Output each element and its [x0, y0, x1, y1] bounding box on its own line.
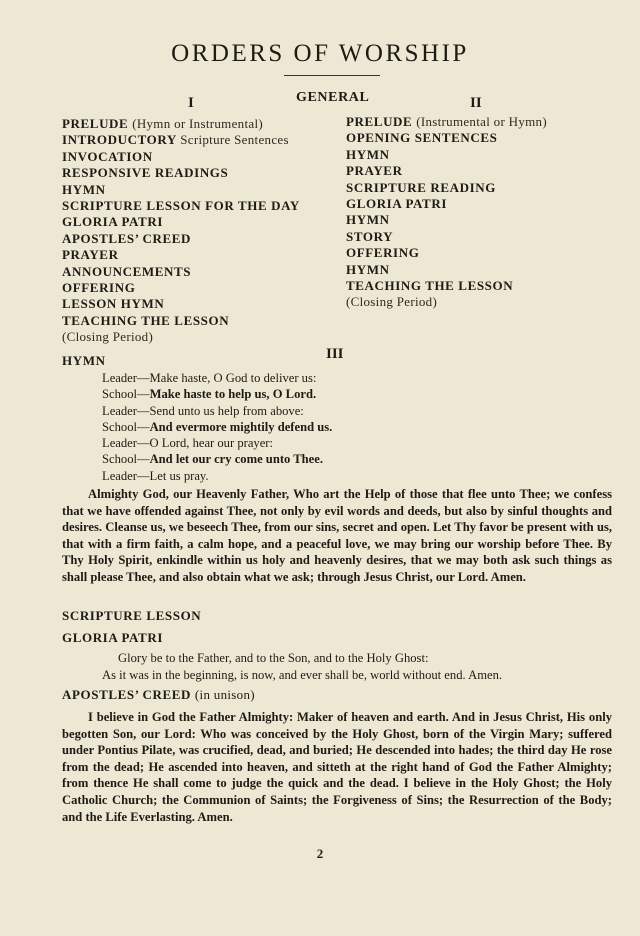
list-item: HYMN: [346, 261, 390, 277]
page-title: ORDERS OF WORSHIP: [171, 40, 469, 67]
order-one-numeral: I: [188, 95, 194, 111]
list-item: GLORIA PATRI: [62, 214, 163, 230]
order-one-list: [62, 116, 300, 346]
list-item: RESPONSIVE READINGS: [62, 165, 229, 181]
list-item: TEACHING THE LESSON: [346, 278, 514, 294]
apostles-creed-text: I believe in God the Father Almighty: Maker of heaven and earth. And in Jesus Christ, His only begotten Son, our Lord: Who was conceived by the Holy Ghost, born of the Virgin Mary; suffered under Pontius Pilate, was crucified, dead, and buried; He descended into hades; the third day He rose from the dead; He ascended into heaven, and sitteth at the right hand of God the Father Almighty; from thence He shall come to judge the quick and the dead. I believe in the Holy Ghost; the Holy Catholic Church; the Communion of Saints; the Forgiveness of Sins; the Resurrection of the Body; and the Life Everlasting. Amen.: [62, 710, 612, 824]
order-two-list: [346, 114, 547, 311]
list-item: (Closing Period): [346, 294, 438, 310]
general-heading: GENERAL: [296, 90, 370, 105]
apostles-creed-label: APOSTLES’ CREED: [62, 687, 192, 702]
gloria-line: As it was in the beginning, is now, and ever shall be, world without end. Amen.: [102, 667, 503, 682]
list-item: APOSTLES’ CREED: [62, 230, 192, 246]
response-line: Leader—O Lord, hear our prayer:: [102, 436, 273, 451]
list-item: HYMN: [346, 146, 390, 162]
list-item: OPENING SENTENCES: [346, 130, 498, 146]
response-line: Leader—Let us pray.: [102, 468, 209, 483]
list-item: PRAYER: [62, 247, 119, 263]
list-item: ANNOUNCEMENTS: [62, 263, 192, 279]
list-item: GLORIA PATRI: [346, 196, 447, 212]
prayer-paragraph: Almighty God, our Heavenly Father, Who art the Help of those that flee unto Thee; we confess that we have offended against Thee, not only by evil words and deeds, but also by sinful thoughts and desires. Cleanse us, we beseech Thee, from our sins, secret and open. Let Thy favor be present with us, that with a firm faith, a calm hope, and a peaceful love, we may bring our worship before Thee. By Thy Holy Spirit, enkindle within us holy and heavenly desires, that we may both ask such things as shall please Thee, and also obtain what we ask; through Jesus Christ, our Lord. Amen.: [62, 487, 612, 584]
response-line: School—And let our cry come unto Thee.: [102, 452, 323, 467]
order-three-hymn-label: HYMN: [62, 353, 106, 368]
page-number: 2: [316, 846, 324, 861]
response-line: School—Make haste to help us, O Lord.: [102, 387, 317, 402]
list-item: (Closing Period): [62, 329, 154, 345]
gloria-patri-label: GLORIA PATRI: [62, 630, 163, 645]
list-item: SCRIPTURE READING: [346, 179, 496, 195]
title-divider: [284, 75, 380, 76]
list-item: OFFERING: [62, 280, 136, 296]
list-item: SCRIPTURE LESSON FOR THE DAY: [62, 198, 300, 214]
list-item: HYMN: [346, 212, 390, 228]
order-three-numeral: III: [326, 346, 344, 362]
response-line: Leader—Make haste, O God to deliver us:: [102, 371, 317, 385]
list-item: LESSON HYMN: [62, 296, 165, 312]
gloria-line: Glory be to the Father, and to the Son, and to the Holy Ghost:: [118, 651, 429, 665]
list-item: TEACHING THE LESSON: [62, 312, 230, 328]
apostles-creed-heading: [62, 687, 255, 703]
gloria-patri-text: [102, 650, 503, 683]
list-item: OFFERING: [346, 245, 420, 261]
list-item: INVOCATION: [62, 148, 153, 164]
apostles-creed-note: (in unison): [194, 687, 255, 702]
list-item: INTRODUCTORY Scripture Sentences: [62, 132, 289, 148]
response-line: School—And evermore mightily defend us.: [102, 419, 333, 434]
order-two-numeral: II: [470, 95, 482, 111]
list-item: PRELUDE (Hymn or Instrumental): [62, 116, 263, 131]
list-item: STORY: [346, 228, 394, 244]
response-line: Leader—Send unto us help from above:: [102, 403, 304, 418]
responsive-reading: [102, 370, 332, 484]
scripture-lesson-label: SCRIPTURE LESSON: [62, 608, 202, 623]
list-item: PRELUDE (Instrumental or Hymn): [346, 114, 547, 129]
list-item: PRAYER: [346, 163, 403, 179]
list-item: HYMN: [62, 181, 106, 197]
